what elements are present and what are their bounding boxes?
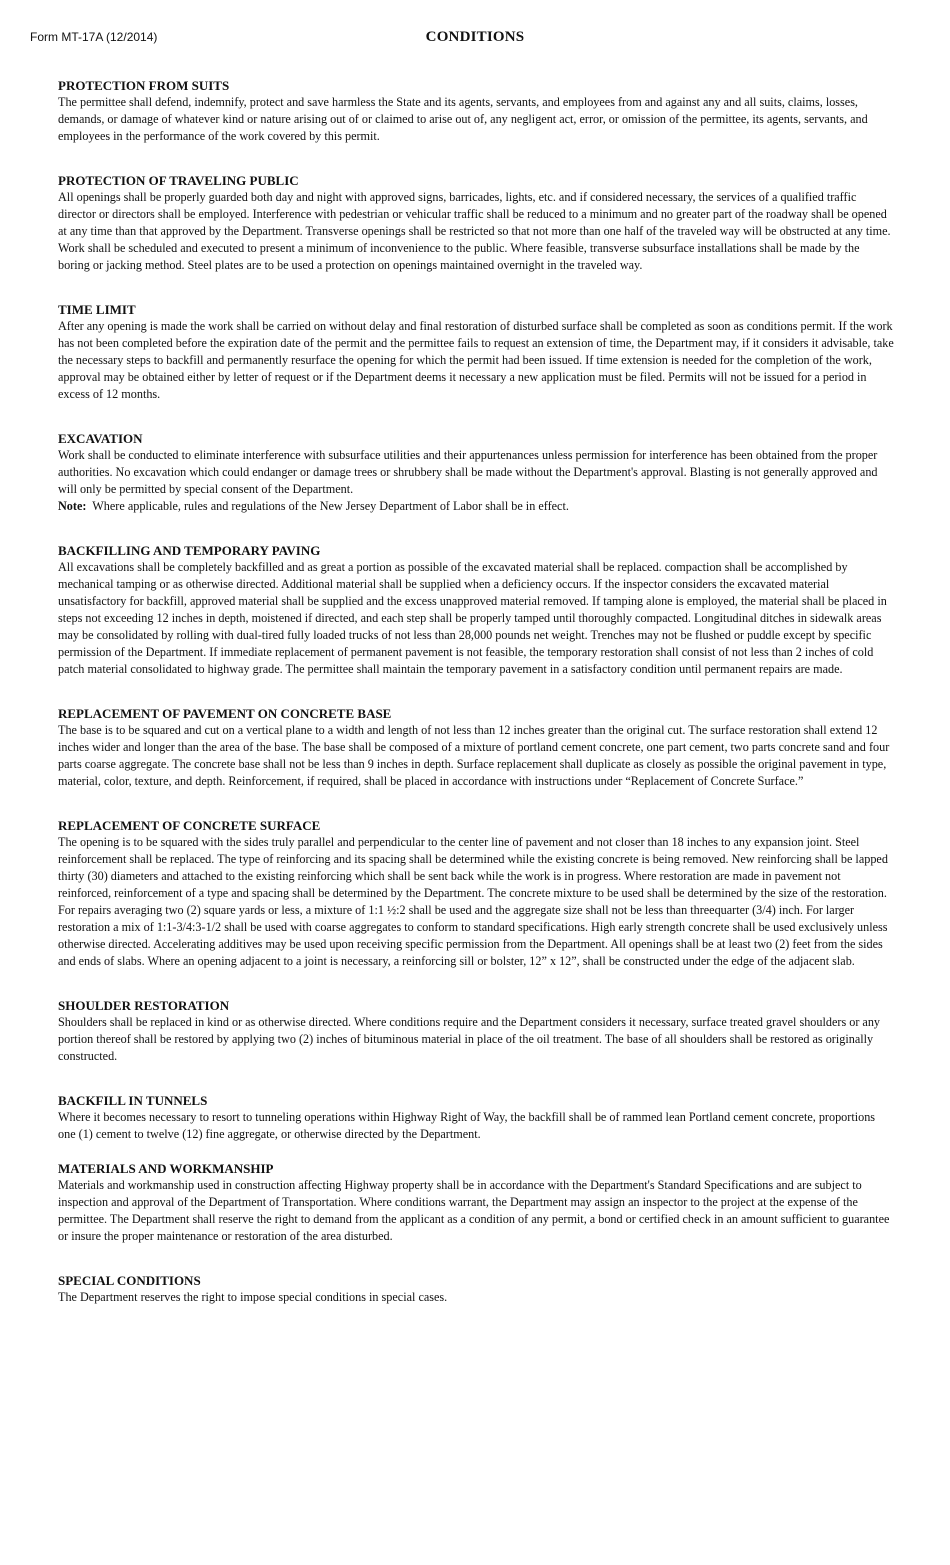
- section-paragraph: Shoulders shall be replaced in kind or as otherwise directed. Where conditions require and the Department considers it necessary, surface treated gravel shoulders or any portion thereof shall be restored by applying two (2) inches of bituminous material in place of the oil treatment. The base of all shoulders shall be restored as originally constructed.: [58, 1015, 881, 1063]
- note-line: [58, 498, 894, 515]
- section-paragraph: The permittee shall defend, indemnify, protect and save harmless the State and its agents, servants, and employees from and against any and all suits, claims, losses, demands, or damage of whatever kind or nature arising out of or claimed to arise out of, any negligent act, error, or omission of the permittee, its agents, servants, and employees in the performance of the work covered by this permit.: [58, 95, 868, 143]
- section-heading: BACKFILL IN TUNNELS: [58, 1093, 208, 1108]
- section-replacement-of-pavement-on-concrete-base: [58, 705, 894, 790]
- section-backfill-in-tunnels: [58, 1092, 894, 1143]
- section-heading: PROTECTION OF TRAVELING PUBLIC: [58, 173, 299, 188]
- section-materials-and-workmanship: [58, 1160, 894, 1245]
- section-heading: SHOULDER RESTORATION: [58, 998, 230, 1013]
- section-shoulder-restoration: [58, 997, 894, 1065]
- section-heading: TIME LIMIT: [58, 302, 136, 317]
- section-paragraph: Work shall be conducted to eliminate interference with subsurface utilities and their appurtenances unless permission for interference has been obtained from the proper authorities. No excavation which could endanger or damage trees or shrubbery shall be made without the Department's approval. Blasting is not generally approved and will only be permitted by special consent of the Department.: [58, 448, 878, 496]
- section-paragraph: All openings shall be properly guarded both day and night with approved signs, barricades, lights, etc. and if considered necessary, the services of a qualified traffic director or directors shall be employed. Interference with pedestrian or vehicular traffic shall be reduced to a minimum and no greater part of the roadway shall be opened at any time than that approved by the Department. Transverse openings shall be restricted so that not more than one half of the traveled way will be obstructed at any time. Work shall be scheduled and executed to present a minimum of inconvenience to the public. Where feasible, transverse subsurface installations shall be made by the boring or jacking method. Steel plates are to be used a protection on openings maintained overnight in the traveled way.: [58, 190, 891, 272]
- section-heading: BACKFILLING AND TEMPORARY PAVING: [58, 543, 321, 558]
- section-replacement-of-concrete-surface: [58, 817, 894, 970]
- form-id: Form MT-17A (12/2014): [30, 30, 158, 44]
- section-paragraph: The opening is to be squared with the sides truly parallel and perpendicular to the center line of pavement and not closer than 18 inches to any expansion joint. Steel reinforcement shall be replaced. The type of reinforcing and its spacing shall be determined while the existing concrete is being removed. New reinforcing shall be lapped thirty (30) diameters and attached to the existing reinforcing which shall be sent back while the work is in progress. Where restoration are made in pavement not reinforced, reinforcement of a type and spacing shall be determined by the Department. The concrete mixture to be used shall be determined by the size of the restoration. For repairs averaging two (2) square yards or less, a mixture of 1:1 ½:2 shall be used and the aggregate size shall not be less than threequarter (3/4) inch. For larger restoration a mix of 1:1-3/4:3-1/2 shall be used with coarse aggregates to conform to standard specifications. High early strength concrete shall be used exclusively unless otherwise directed. Accelerating additives may be used upon receiving specific permission from the Department. All openings shall be at least two (2) feet from the sides and ends of slabs. Where an opening adjacent to a joint is necessary, a reinforcing sill or bolster, 12” x 12”, shall be constructed under the edge of the adjacent slab.: [58, 835, 888, 968]
- section-time-limit: [58, 301, 894, 403]
- section-paragraph: The Department reserves the right to impose special conditions in special cases.: [58, 1290, 448, 1304]
- section-protection-from-suits: [58, 77, 894, 145]
- note-label: Note:: [58, 499, 87, 513]
- section-paragraph: The base is to be squared and cut on a vertical plane to a width and length of not less than 12 inches greater than the original cut. The surface restoration shall extend 12 inches wider and longer than the area of the base. The base shall be composed of a mixture of portland cement concrete, one part cement, two parts concrete sand and four parts coarse aggregate. The concrete base shall not be less than 9 inches in depth. Surface replacement shall duplicate as closely as possible the original pavement in type, material, color, texture, and depth. Reinforcement, if required, shall be placed in accordance with instructions under “Replacement of Concrete Surface.”: [58, 723, 890, 788]
- section-paragraph: Where it becomes necessary to resort to tunneling operations within Highway Right of Way, the backfill shall be of rammed lean Portland cement concrete, proportions one (1) cement to twelve (12) fine aggregate, or otherwise directed by the Department.: [58, 1110, 876, 1141]
- section-special-conditions: [58, 1272, 894, 1306]
- page-title: CONDITIONS: [425, 29, 525, 45]
- section-heading: PROTECTION FROM SUITS: [58, 78, 230, 93]
- section-backfilling-and-temporary-paving: [58, 542, 894, 678]
- section-heading: MATERIALS AND WORKMANSHIP: [58, 1161, 274, 1176]
- section-heading: EXCAVATION: [58, 431, 143, 446]
- section-heading: REPLACEMENT OF PAVEMENT ON CONCRETE BASE: [58, 706, 392, 721]
- section-paragraph: Materials and workmanship used in construction affecting Highway property shall be in accordance with the Department's Standard Specifications and are subject to inspection and approval of the Department of Transportation. Where conditions warrant, the Department may assign an inspector to the project at the expense of the permittee. The Department shall reserve the right to demand from the applicant as a condition of any permit, a bond or certified check in an amount sufficient to guarantee or insure the proper maintenance or restoration of the area disturbed.: [58, 1178, 890, 1243]
- section-paragraph: After any opening is made the work shall be carried on without delay and final restoration of disturbed surface shall be completed as soon as conditions permit. If the work has not been completed before the expiration date of the permit and the permittee fails to request an extension of time, the Department may, if it considers it advisable, take the necessary steps to backfill and permanently resurface the opening for which the permit had been issued. If time extension is needed for the completion of the work, approval may be obtained either by letter of request or if the Department deems it necessary a new application must be filed. Permits will not be issued for a period in excess of 12 months.: [58, 319, 894, 401]
- section-heading: REPLACEMENT OF CONCRETE SURFACE: [58, 818, 321, 833]
- section-protection-of-traveling-public: [58, 172, 894, 274]
- section-paragraph: All excavations shall be completely backfilled and as great a portion as possible of the excavated material shall be replaced. compaction shall be accomplished by mechanical tamping or as otherwise directed. Additional material shall be supplied when a deficiency occurs. If the inspector considers the excavated material unsatisfactory for backfill, approved material shall be supplied and the excess unapproved material removed. If tamping alone is employed, the material shall be placed in steps not exceeding 12 inches in depth, moistened if directed, and each step shall be properly tamped until thoroughly compacted. Longitudinal ditches in sidewalk areas may be consolidated by rolling with dual-tired fully loaded trucks of not less than 28,000 pounds net weight. Trenches may not be flushed or puddle except by specific permission of the Department. If immediate replacement of permanent pavement is not feasible, the temporary restoration shall consist of not less than 2 inches of cold patch material consolidated to highway grade. The permittee shall maintain the temporary pavement in a satisfactory condition until permanent repairs are made.: [58, 560, 887, 676]
- section-heading: SPECIAL CONDITIONS: [58, 1273, 201, 1288]
- conditions-body: [58, 77, 894, 1306]
- section-excavation: [58, 430, 894, 515]
- note-text: Where applicable, rules and regulations of the New Jersey Department of Labor shall be in effect.: [92, 499, 569, 513]
